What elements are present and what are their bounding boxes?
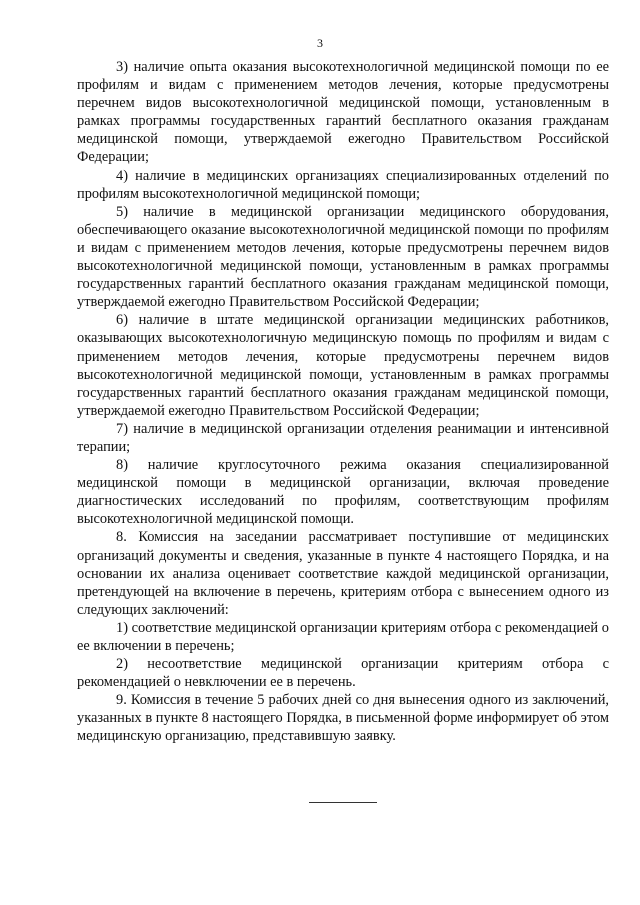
document-body (77, 58, 609, 746)
paragraph-criterion-4: 4) наличие в медицинских организациях специализированных отделений по профилям высокотехнологичной медицинской помощи; (77, 167, 609, 202)
paragraph-criterion-3: 3) наличие опыта оказания высокотехнологичной медицинской помощи по ее профилям и видам с применением методов лечения, которые предусмотрены перечнем видов высокотехнологичной медицинской помощи, установленным в рамках программы государственных гарантий бесплатного оказания гражданам медицинской помощи, утверждаемой ежегодно Правительством Российской Федерации; (77, 59, 609, 166)
paragraph-criterion-5: 5) наличие в медицинской организации медицинского оборудования, обеспечивающего оказание высокотехнологичной медицинской помощи по профилям и видам с применением методов лечения, которые предусмотрены перечнем видов высокотехнологичной медицинской помощи, установленным в рамках программы государственных гарантий бесплатного оказания гражданам медицинской помощи, утверждаемой ежегодно Правительством Российской Федерации; (77, 203, 609, 311)
page-number: 3 (317, 36, 323, 50)
paragraph-criterion-6: 6) наличие в штате медицинской организации медицинских работников, оказывающих высокотехнологичную медицинскую помощь по профилям и видам с применением методов лечения, которые предусмотрены перечнем видов высокотехнологичной медицинской помощи, установленным в рамках программы государственных гарантий бесплатного оказания гражданам медицинской помощи, утверждаемой ежегодно Правительством Российской Федерации; (77, 312, 609, 419)
paragraph-clause-9: 9. Комиссия в течение 5 рабочих дней со дня вынесения одного из заключений, указанных в пункте 8 настоящего Порядка, в письменной форме информирует об этом медицинскую организацию, представившую заявку. (77, 692, 609, 745)
paragraph-criterion-7: 7) наличие в медицинской организации отделения реанимации и интенсивной терапии; (77, 420, 609, 455)
paragraph-clause-8: 8. Комиссия на заседании рассматривает поступившие от медицинских организаций документы и сведения, указанные в пункте 4 настоящего Порядка, и на основании их анализа оценивает соответствие каждой медицинской организации, претендующей на включение в перечень, критериям отбора с вынесением одного из следующих заключений: (77, 529, 609, 618)
end-of-document-line (309, 802, 377, 803)
paragraph-conclusion-2: 2) несоответствие медицинской организации критериям отбора с рекомендацией о невключении ее в перечень. (77, 656, 609, 691)
paragraph-criterion-8: 8) наличие круглосуточного режима оказания специализированной медицинской помощи в медицинской организации, включая проведение диагностических исследований по профилям, соответствующим профилям высокотехнологичной медицинской помощи. (77, 457, 609, 528)
paragraph-conclusion-1: 1) соответствие медицинской организации критериям отбора с рекомендацией о ее включении в перечень; (77, 619, 609, 654)
